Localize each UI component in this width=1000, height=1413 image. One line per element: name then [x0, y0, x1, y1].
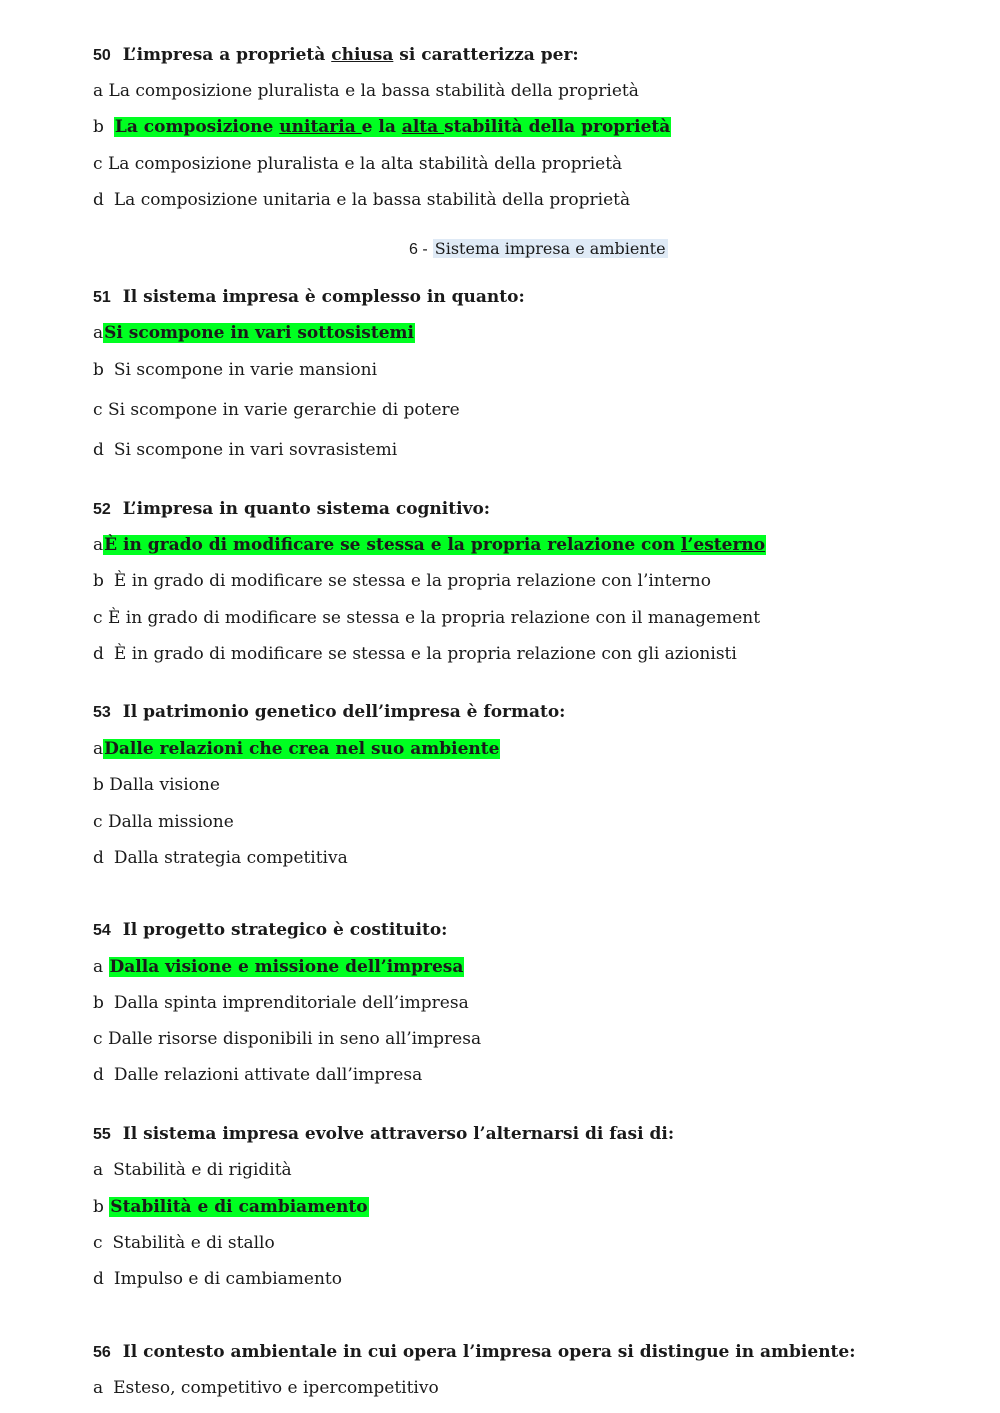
- question-53: [93, 700, 565, 725]
- option-51-a-correct: [93, 321, 415, 345]
- option-text: Si scompone in varie mansioni: [113, 360, 378, 380]
- section-number: 6 -: [409, 241, 428, 258]
- correct-answer-highlight: Stabilità e di cambiamento: [110, 1197, 368, 1217]
- question-56: [93, 1340, 856, 1365]
- section-title: Sistema impresa e ambiente: [434, 239, 666, 258]
- question-text-underlined: chiusa: [331, 45, 394, 65]
- correct-answer-highlight: Dalla visione e missione dell’impresa: [109, 957, 464, 977]
- question-50: [93, 43, 579, 68]
- correct-answer-highlight: Dalle relazioni che crea nel suo ambiente: [104, 739, 500, 759]
- option-text: Stabilità e di rigidità: [113, 1160, 292, 1180]
- option-53-b: [93, 773, 220, 797]
- question-number: 55: [93, 1126, 111, 1143]
- option-letter: b: [93, 360, 104, 380]
- question-text: L’impresa a proprietà: [122, 45, 332, 65]
- question-number: 50: [93, 47, 111, 64]
- option-letter: a: [93, 323, 104, 343]
- option-50-b-correct: [93, 115, 671, 139]
- question-number: 53: [93, 704, 111, 721]
- option-letter: d: [93, 1269, 104, 1289]
- option-letter: a: [93, 957, 104, 977]
- option-54-d: [93, 1063, 422, 1087]
- question-54: [93, 918, 447, 943]
- option-text: È in grado di modificare se stessa e la propria relazione con l’interno: [113, 571, 711, 591]
- option-51-d: [93, 438, 397, 462]
- option-51-b: [93, 358, 377, 382]
- option-letter: d: [93, 644, 104, 664]
- option-letter: d: [93, 848, 104, 868]
- option-text: La composizione: [114, 117, 280, 137]
- option-55-a: [93, 1158, 292, 1182]
- option-text: Dalla missione: [107, 812, 234, 832]
- question-text: Il patrimonio genetico dell’impresa è formato:: [122, 702, 566, 722]
- option-53-c: [93, 810, 234, 834]
- option-54-b: [93, 991, 469, 1015]
- option-letter: a: [93, 739, 104, 759]
- option-text: Dalla visione: [109, 775, 220, 795]
- option-text-underlined: unitaria: [279, 117, 362, 137]
- option-54-a-correct: [93, 955, 464, 979]
- option-53-d: [93, 846, 348, 870]
- option-text: La composizione unitaria e la bassa stabilità della proprietà: [113, 190, 631, 210]
- option-text: Dalla strategia competitiva: [113, 848, 348, 868]
- question-text: Il sistema impresa è complesso in quanto:: [122, 287, 525, 307]
- option-letter: c: [93, 400, 103, 420]
- option-letter: c: [93, 154, 103, 174]
- option-text: Dalle risorse disponibili in seno all’impresa: [107, 1029, 482, 1049]
- option-50-a: [93, 79, 639, 103]
- question-number: 52: [93, 501, 111, 518]
- option-text: Stabilità e di stallo: [112, 1233, 275, 1253]
- option-letter: b: [93, 993, 104, 1013]
- option-letter: c: [93, 1029, 103, 1049]
- option-text: È in grado di modificare se stessa e la propria relazione con gli azionisti: [113, 644, 737, 664]
- correct-answer-highlight: [114, 117, 671, 137]
- option-53-a-correct: [93, 737, 500, 761]
- option-text: La composizione pluralista e la alta stabilità della proprietà: [107, 154, 623, 174]
- question-text: Il progetto strategico è costituito:: [122, 920, 448, 940]
- question-text: Il sistema impresa evolve attraverso l’alternarsi di fasi di:: [122, 1124, 675, 1144]
- option-letter: a: [93, 1160, 104, 1180]
- option-50-c: [93, 152, 622, 176]
- option-letter: b: [93, 117, 104, 137]
- question-51: [93, 285, 525, 310]
- option-letter: d: [93, 190, 104, 210]
- option-letter: c: [93, 608, 103, 628]
- option-text-underlined: alta: [401, 117, 445, 137]
- question-text: si caratterizza per:: [393, 45, 579, 65]
- option-55-d: [93, 1267, 342, 1291]
- option-text: Si scompone in vari sovrasistemi: [113, 440, 398, 460]
- option-52-a-correct: [93, 533, 766, 557]
- option-letter: b: [93, 571, 104, 591]
- option-text: Esteso, competitivo e ipercompetitivo: [113, 1378, 439, 1398]
- section-heading: [409, 237, 668, 262]
- option-52-d: [93, 642, 737, 666]
- option-text: Dalla spinta imprenditoriale dell’impresa: [113, 993, 469, 1013]
- option-letter: c: [93, 1233, 103, 1253]
- option-52-b: [93, 569, 711, 593]
- correct-answer-highlight: Si scompone in vari sottosistemi: [104, 323, 414, 343]
- option-text: e la: [361, 117, 402, 137]
- option-letter: c: [93, 812, 103, 832]
- option-text: Si scompone in varie gerarchie di potere: [107, 400, 460, 420]
- option-letter: a: [93, 1378, 104, 1398]
- option-letter: a: [93, 535, 104, 555]
- option-text: Impulso e di cambiamento: [113, 1269, 342, 1289]
- option-52-c: [93, 606, 760, 630]
- question-52: [93, 497, 490, 522]
- question-number: 56: [93, 1344, 111, 1361]
- option-letter: b: [93, 1197, 104, 1217]
- question-text: L’impresa in quanto sistema cognitivo:: [122, 499, 491, 519]
- question-55: [93, 1122, 674, 1147]
- option-text: È in grado di modificare se stessa e la propria relazione con il management: [107, 608, 761, 628]
- correct-answer-highlight: [103, 535, 766, 555]
- option-text: È in grado di modificare se stessa e la propria relazione con: [104, 535, 682, 555]
- question-number: 51: [93, 289, 111, 306]
- option-text: Dalle relazioni attivate dall’impresa: [113, 1065, 423, 1085]
- option-55-b-correct: [93, 1195, 369, 1219]
- option-54-c: [93, 1027, 481, 1051]
- option-letter: d: [93, 1065, 104, 1085]
- option-letter: b: [93, 775, 104, 795]
- option-51-c: [93, 398, 460, 422]
- question-number: 54: [93, 922, 111, 939]
- option-letter: a: [93, 81, 104, 101]
- option-text: stabilità della proprietà: [444, 117, 671, 137]
- option-55-c: [93, 1231, 275, 1255]
- option-text: La composizione pluralista e la bassa stabilità della proprietà: [108, 81, 639, 101]
- question-text: Il contesto ambientale in cui opera l’impresa opera si distingue in ambiente:: [122, 1342, 856, 1362]
- option-letter: d: [93, 440, 104, 460]
- option-50-d: [93, 188, 630, 212]
- option-56-a: [93, 1376, 439, 1400]
- option-text-underlined: l’esterno: [681, 535, 766, 555]
